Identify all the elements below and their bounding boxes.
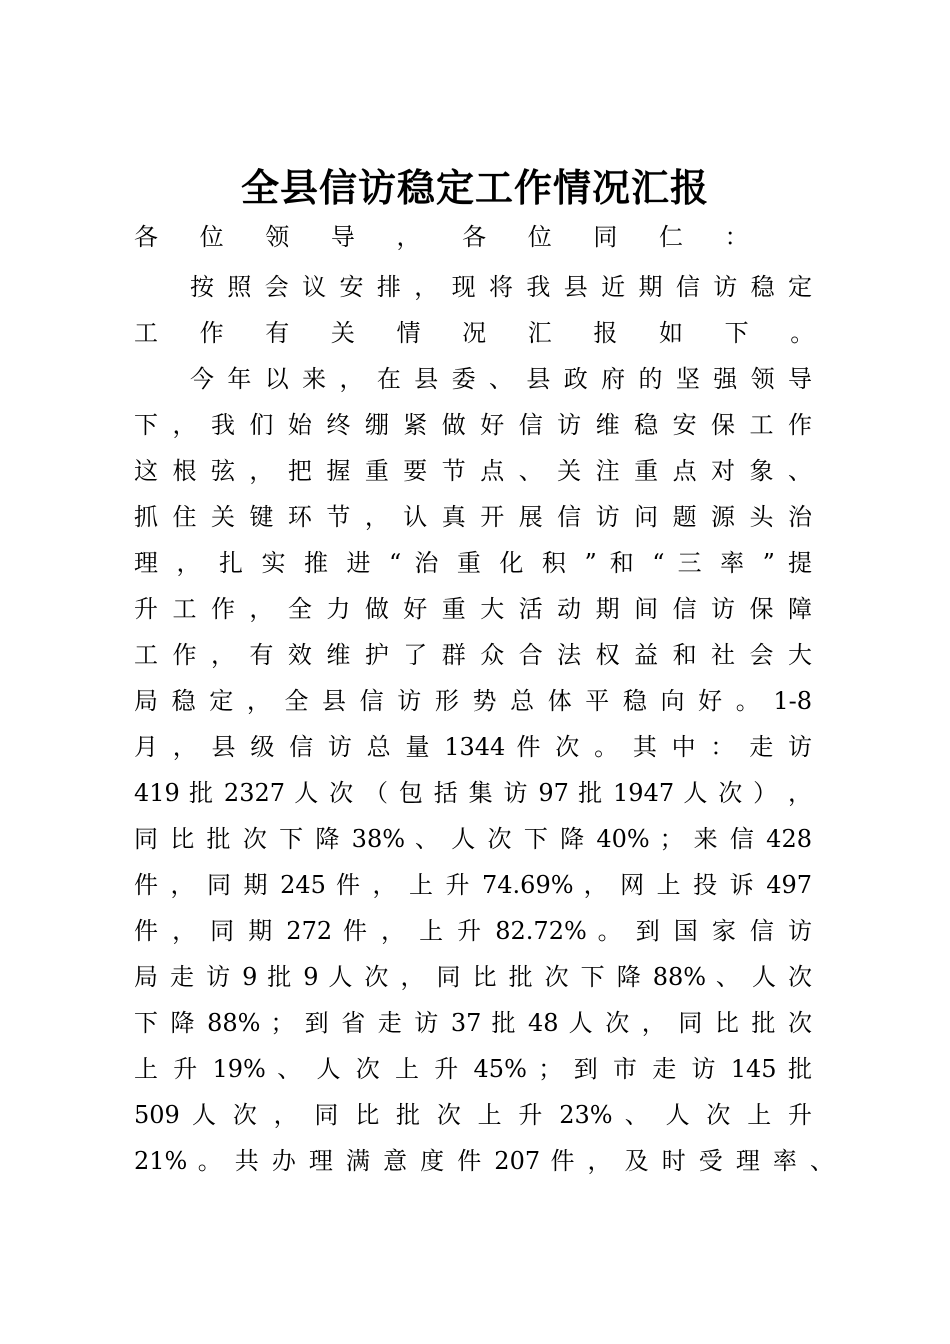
- body-line: 下 ， 我 们 始 终 绷 紧 做 好 信 访 维 稳 安 保 工 作: [134, 411, 812, 439]
- document-title: 全县信访稳定工作情况汇报: [240, 165, 709, 210]
- body-line: 工 作 有 关 情 况 汇 报 如 下 。: [134, 319, 832, 347]
- salutation: 各 位 领 导 ， 各 位 同 仁 ：: [134, 223, 766, 251]
- body-line: 抓 住 关 键 环 节 ， 认 真 开 展 信 访 问 题 源 头 治: [134, 503, 812, 531]
- body-line: 今 年 以 来 ， 在 县 委 、 县 政 府 的 坚 强 领 导: [190, 365, 812, 393]
- body-line: 理 ， 扎 实 推 进 “ 治 重 化 积 ” 和 “ 三 率 ” 提: [134, 549, 812, 577]
- body-line: 局 稳 定 ， 全 县 信 访 形 势 总 体 平 稳 向 好 。 1-8: [134, 687, 812, 715]
- body-line: 下 降 88% ； 到 省 走 访 37 批 48 人 次 ， 同 比 批 次: [134, 1009, 812, 1037]
- body-line: 上 升 19% 、 人 次 上 升 45% ； 到 市 走 访 145 批: [134, 1055, 812, 1083]
- body-line: 件 ， 同 期 245 件 ， 上 升 74.69% ， 网 上 投 诉 497: [134, 871, 812, 899]
- body-line: 按 照 会 议 安 排 ， 现 将 我 县 近 期 信 访 稳 定: [190, 273, 812, 301]
- body-line: 这 根 弦 ， 把 握 重 要 节 点 、 关 注 重 点 对 象 、: [134, 457, 812, 485]
- body-line: 升 工 作 ， 全 力 做 好 重 大 活 动 期 间 信 访 保 障: [134, 595, 812, 623]
- body-line: 月 ， 县 级 信 访 总 量 1344 件 次 。 其 中 ： 走 访: [134, 733, 812, 761]
- body-line: 件 ， 同 期 272 件 ， 上 升 82.72% 。 到 国 家 信 访: [134, 917, 812, 945]
- body-line: 419 批 2327 人 次 （ 包 括 集 访 97 批 1947 人 次 ） ，: [134, 779, 812, 807]
- body-line: 21% 。 共 办 理 满 意 度 件 207 件 ， 及 时 受 理 率 、: [134, 1147, 834, 1175]
- body-line: 同 比 批 次 下 降 38% 、 人 次 下 降 40% ； 来 信 428: [134, 825, 812, 853]
- body-line: 局 走 访 9 批 9 人 次 ， 同 比 批 次 下 降 88% 、 人 次: [134, 963, 812, 991]
- body-line: 509 人 次 ， 同 比 批 次 上 升 23% 、 人 次 上 升: [134, 1101, 812, 1129]
- body-line: 工 作 ， 有 效 维 护 了 群 众 合 法 权 益 和 社 会 大: [134, 641, 812, 669]
